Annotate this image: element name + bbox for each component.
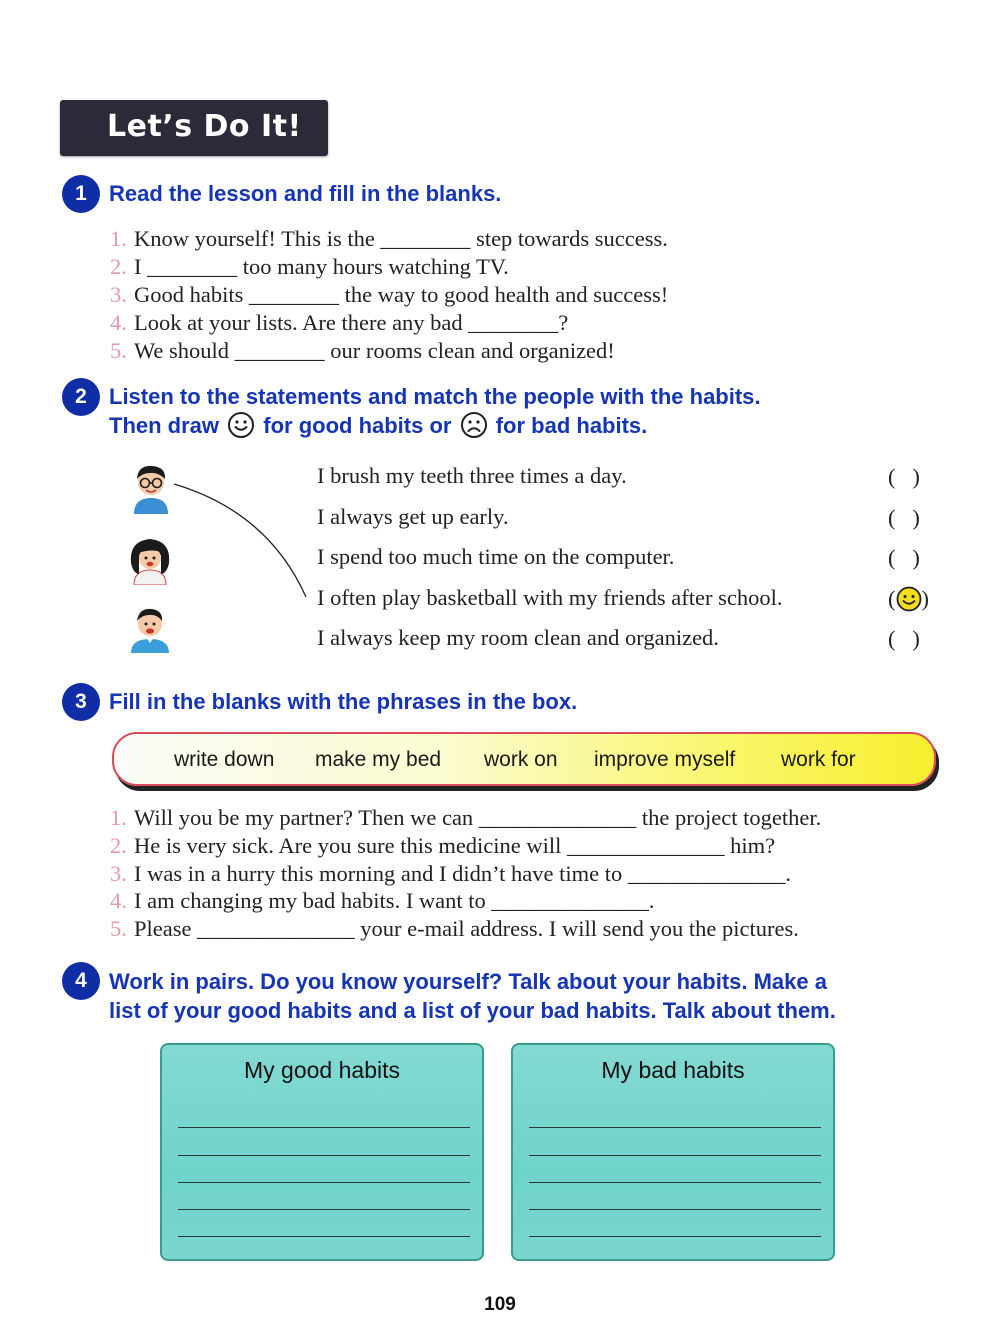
exercise1-item-1: 1. Know yourself! This is the ________ step towards success. [110,226,668,251]
smiley-answer-icon [896,586,922,612]
bad-habits-write-line[interactable] [529,1155,821,1156]
good-habits-write-line[interactable] [178,1209,470,1210]
phrase-box [112,732,936,786]
answer-blank-3[interactable]: ( ) [888,545,920,570]
phrase-improve-myself: improve myself [594,748,736,771]
exercise3-item-3: 3. I was in a hurry this morning and I didn’t have time to ______________. [110,861,791,886]
exercise1-item-2: 2. I ________ too many hours watching TV. [110,254,509,279]
statement-1: I brush my teeth three times a day. [317,463,627,488]
bad-habits-write-line[interactable] [529,1127,821,1128]
exercise3-item-2: 2. He is very sick. Are you sure this medicine will ______________ him? [110,833,776,858]
phrase-make-my-bed: make my bed [315,748,442,771]
section-2-title-line2: Then draw for good habits or for bad habits. [109,413,648,438]
bad-habits-title: My bad habits [601,1057,745,1083]
page-number: 109 [484,1294,516,1315]
phrase-work-for: work for [781,748,856,771]
section-3-number: 3 [62,683,100,721]
exercise1-item-4: 4. Look at your lists. Are there any bad ________? [110,310,569,335]
exercise3-item-5: 5. Please ______________ your e-mail address. I will send you the pictures. [110,916,799,941]
good-habits-write-line[interactable] [178,1236,470,1237]
statement-2: I always get up early. [317,504,509,529]
section-4-number: 4 [62,962,100,1000]
section-1-number: 1 [62,175,100,213]
answer-blank-2[interactable]: ( ) [888,505,920,530]
section-2-title-line1: Listen to the statements and match the people with the habits. [109,384,761,409]
good-habits-box[interactable] [160,1043,484,1261]
exercise3-item-4: 4. I am changing my bad habits. I want to ______________. [110,888,655,913]
section-4-title-line2: list of your good habits and a list of your bad habits. Talk about them. [109,998,836,1023]
statement-4: I often play basketball with my friends after school. [317,585,783,610]
answer-blank-1[interactable]: ( ) [888,464,920,489]
answer-blank-4[interactable]: ( ) [888,586,929,611]
good-habits-title: My good habits [244,1057,400,1083]
section-3-title: Fill in the blanks with the phrases in the box. [109,689,578,714]
exercise1-item-5: 5. We should ________ our rooms clean and organized! [110,338,615,363]
statement-5: I always keep my room clean and organized. [317,625,719,650]
phrase-work-on: work on [484,748,558,771]
exercise1-item-3: 3. Good habits ________ the way to good health and success! [110,282,669,307]
good-habits-write-line[interactable] [178,1127,470,1128]
bad-habits-box[interactable] [511,1043,835,1261]
phrase-write-down: write down [174,748,275,771]
bad-habits-write-line[interactable] [529,1236,821,1237]
good-habits-write-line[interactable] [178,1182,470,1183]
answer-blank-5[interactable]: ( ) [888,626,920,651]
section-2-number: 2 [62,378,100,416]
good-habits-write-line[interactable] [178,1155,470,1156]
bad-habits-write-line[interactable] [529,1209,821,1210]
statement-3: I spend too much time on the computer. [317,544,675,569]
bad-habits-write-line[interactable] [529,1182,821,1183]
exercise3-item-1: 1. Will you be my partner? Then we can ______________ the project together. [110,805,822,830]
section-4-title-line1: Work in pairs. Do you know yourself? Talk about your habits. Make a [109,969,827,994]
section-1-title: Read the lesson and fill in the blanks. [109,181,502,206]
banner-title: Let’s Do It! [107,109,302,144]
